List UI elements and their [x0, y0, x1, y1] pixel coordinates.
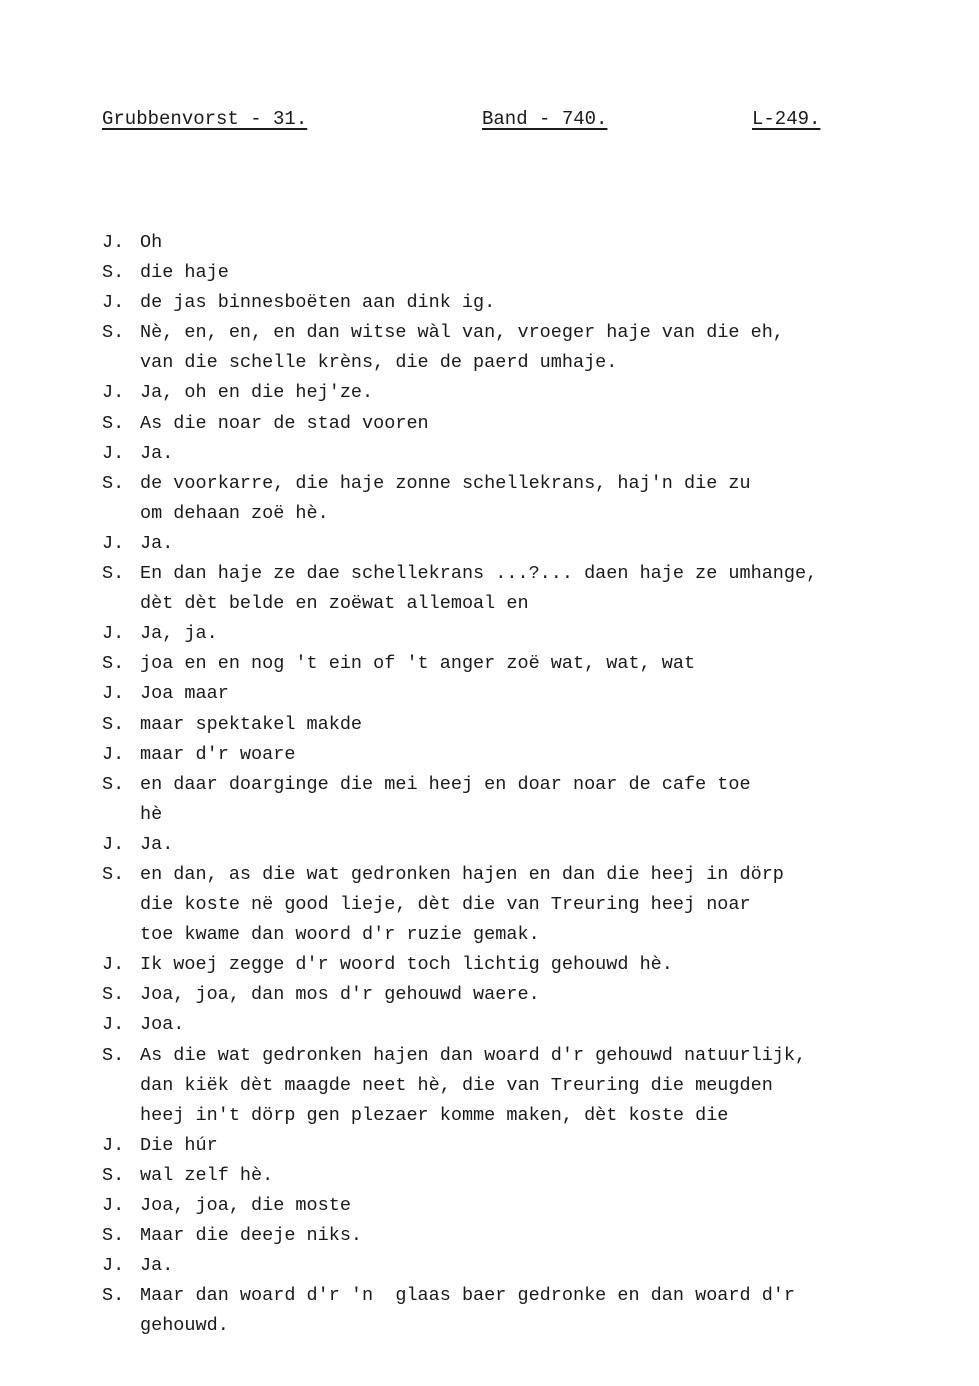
speaker-label: J.: [102, 954, 125, 976]
utterance-text: Ja.: [140, 532, 174, 554]
utterance-text: en daar doarginge die mei heej en doar noar de cafe toe: [140, 773, 751, 795]
utterance-text: Joa maar: [140, 683, 229, 705]
utterance-text: die haje: [140, 262, 229, 284]
transcript-line: [102, 1010, 902, 1040]
speaker-label: S.: [102, 1164, 125, 1186]
transcript-line: [102, 469, 902, 499]
utterance-text: gehouwd.: [140, 1315, 229, 1337]
utterance-text: Joa, joa, dan mos d'r gehouwd waere.: [140, 984, 540, 1006]
transcript-line: [102, 860, 902, 890]
utterance-text: Ja.: [140, 1255, 174, 1277]
speaker-label: S.: [102, 563, 125, 585]
utterance-text: toe kwame dan woord d'r ruzie gemak.: [140, 924, 540, 946]
transcript-line: [102, 1251, 902, 1281]
speaker-label: J.: [102, 623, 125, 645]
utterance-text: Ja.: [140, 442, 174, 464]
transcript-line: [102, 1101, 902, 1131]
transcript-line: [102, 1281, 902, 1311]
utterance-text: de voorkarre, die haje zonne schellekrans, haj'n die zu: [140, 472, 751, 494]
speaker-label: J.: [102, 743, 125, 765]
speaker-label: S.: [102, 1225, 125, 1247]
transcript-line: [102, 740, 902, 770]
speaker-label: S.: [102, 863, 125, 885]
utterance-text: maar spektakel makde: [140, 713, 363, 735]
utterance-text: die koste në good lieje, dèt die van Treuring heej noar: [140, 894, 751, 916]
speaker-label: S.: [102, 1285, 125, 1307]
transcript-line: [102, 1161, 902, 1191]
speaker-label: J.: [102, 382, 125, 404]
utterance-text: Oh: [140, 232, 163, 253]
utterance-text: Nè, en, en, en dan witse wàl van, vroeger haje van die eh,: [140, 322, 784, 344]
transcript-line: [102, 228, 902, 258]
transcript-line: [102, 649, 902, 679]
speaker-label: J.: [102, 1134, 125, 1156]
speaker-label: J.: [102, 442, 125, 464]
utterance-text: hè: [140, 803, 163, 825]
transcript-line: [102, 288, 902, 318]
speaker-label: J.: [102, 1014, 125, 1036]
transcript-line: [102, 258, 902, 288]
utterance-text: En dan haje ze dae schellekrans ...?... daen haje ze umhange,: [140, 563, 818, 585]
speaker-label: J.: [102, 1195, 125, 1216]
utterance-text: As die noar de stad vooren: [140, 412, 429, 434]
transcript-line: [102, 1191, 902, 1221]
utterance-text: Ja.: [140, 833, 174, 855]
speaker-label: S.: [102, 713, 125, 735]
utterance-text: om dehaan zoë hè.: [140, 502, 329, 524]
utterance-text: Joa.: [140, 1014, 185, 1036]
utterance-text: dèt dèt belde en zoëwat allemoal en: [140, 593, 529, 615]
utterance-text: Die húr: [140, 1134, 218, 1156]
transcript-line: [102, 348, 902, 378]
utterance-text: wal zelf hè.: [140, 1164, 274, 1186]
speaker-label: J.: [102, 292, 125, 314]
transcript-line: [102, 559, 902, 589]
speaker-label: S.: [102, 653, 125, 675]
utterance-text: Joa, joa, die moste: [140, 1195, 351, 1216]
utterance-text: Ik woej zegge d'r woord toch lichtig gehouwd hè.: [140, 954, 673, 976]
transcript-line: [102, 980, 902, 1010]
utterance-text: Maar die deeje niks.: [140, 1225, 363, 1247]
utterance-text: Ja, oh en die hej'ze.: [140, 382, 374, 404]
transcript-line: [102, 499, 902, 529]
transcript-line: [102, 710, 902, 740]
utterance-text: van die schelle krèns, die de paerd umhaje.: [140, 352, 618, 374]
transcript-line: [102, 830, 902, 860]
speaker-label: S.: [102, 1044, 125, 1066]
utterance-text: As die wat gedronken hajen dan woard d'r gehouwd natuurlijk,: [140, 1044, 807, 1066]
transcript-line: [102, 950, 902, 980]
speaker-label: J.: [102, 232, 125, 253]
speaker-label: J.: [102, 1255, 125, 1277]
transcript-line: [102, 619, 902, 649]
transcript-line: [102, 920, 902, 950]
utterance-text: de jas binnesboëten aan dink ig.: [140, 292, 496, 314]
speaker-label: S.: [102, 472, 125, 494]
utterance-text: joa en en nog 't ein of 't anger zoë wat, wat, wat: [140, 653, 696, 675]
transcript-line: [102, 439, 902, 469]
transcript-line: [102, 679, 902, 709]
transcript-line: [102, 800, 902, 830]
header-band: Band - 740.: [482, 108, 608, 130]
utterance-text: heej in't dörp gen plezaer komme maken, dèt koste die: [140, 1104, 729, 1126]
transcript-line: [102, 529, 902, 559]
transcript-line: [102, 1041, 902, 1071]
utterance-text: dan kiëk dèt maagde neet hè, die van Treuring die meugden: [140, 1074, 773, 1096]
speaker-label: J.: [102, 683, 125, 705]
speaker-label: S.: [102, 412, 125, 434]
speaker-label: S.: [102, 262, 125, 284]
speaker-label: S.: [102, 773, 125, 795]
transcript-line: [102, 589, 902, 619]
speaker-label: S.: [102, 322, 125, 344]
transcript-line: [102, 1131, 902, 1161]
transcript-line: [102, 1311, 902, 1341]
utterance-text: Maar dan woard d'r 'n glaas baer gedronke en dan woard d'r: [140, 1285, 796, 1307]
header-location: Grubbenvorst - 31.: [102, 108, 308, 130]
utterance-text: en dan, as die wat gedronken hajen en dan die heej in dörp: [140, 863, 784, 885]
transcript-line: [102, 890, 902, 920]
header-reference: L-249.: [752, 108, 821, 130]
speaker-label: J.: [102, 833, 125, 855]
transcript-line: [102, 409, 902, 439]
transcript-line: [102, 1071, 902, 1101]
speaker-label: J.: [102, 532, 125, 554]
utterance-text: Ja, ja.: [140, 623, 218, 645]
transcript-line: [102, 318, 902, 348]
transcript-line: [102, 378, 902, 408]
speaker-label: S.: [102, 984, 125, 1006]
transcript-line: [102, 770, 902, 800]
transcript-line: [102, 1221, 902, 1251]
utterance-text: maar d'r woare: [140, 743, 296, 765]
page-header: [0, 106, 979, 134]
transcript: [102, 228, 902, 1341]
